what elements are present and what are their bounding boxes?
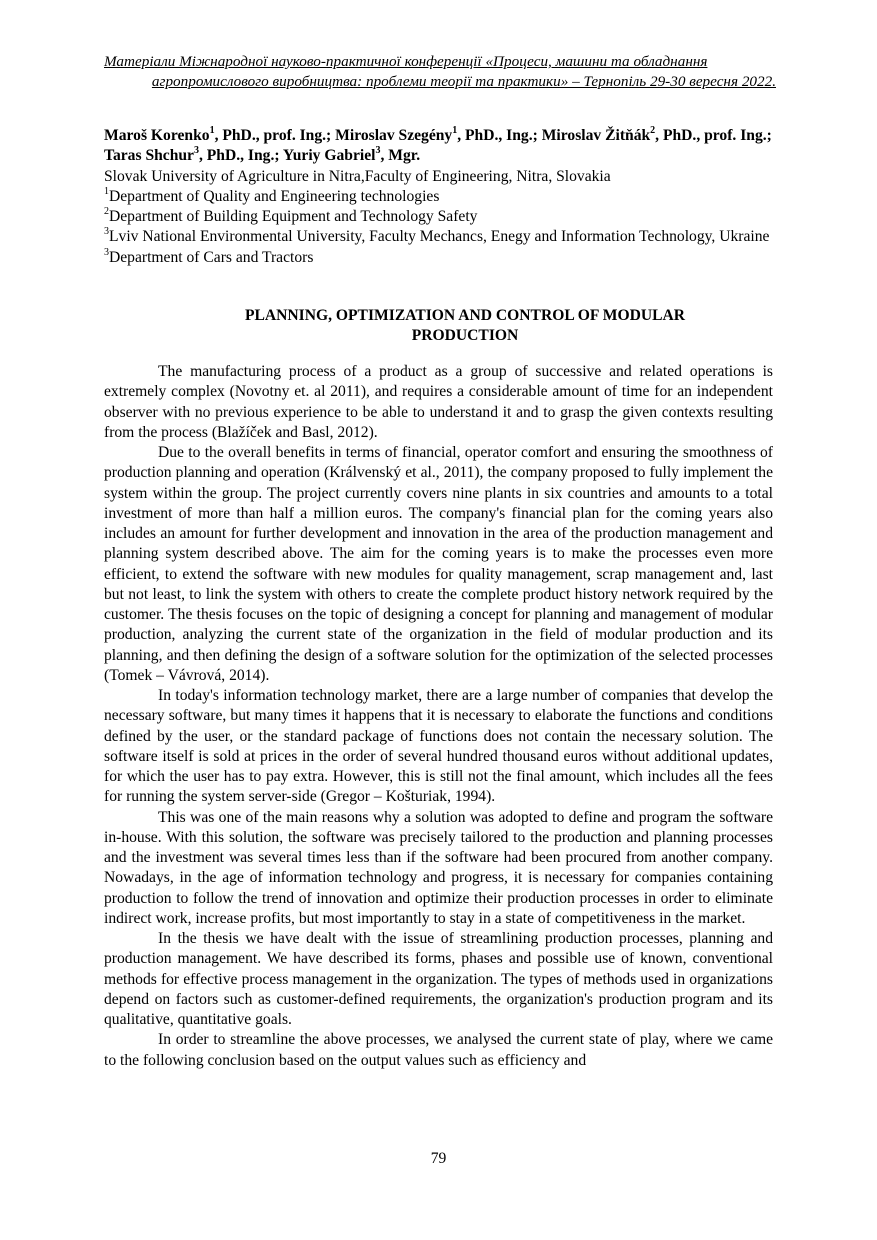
author-name: Miroslav Szegény bbox=[335, 127, 453, 144]
paper-title: PLANNING, OPTIMIZATION AND CONTROL OF MODULAR PRODUCTION bbox=[244, 307, 686, 344]
affiliation-3 bbox=[104, 227, 776, 247]
author-name: Maroš Korenko bbox=[104, 127, 210, 144]
author-degrees: , PhD., Ing.; bbox=[198, 147, 283, 165]
header-line-2: агропромислового виробництва: проблеми теорії та практики» – Тернопіль 29-30 вересня 2022. bbox=[151, 73, 776, 90]
author-degrees: , PhD., prof. Ing.; bbox=[655, 127, 772, 144]
affiliation-2 bbox=[104, 207, 776, 227]
author-affiliation-mark: 1 bbox=[452, 124, 458, 136]
author-names bbox=[104, 126, 776, 167]
header-line-1: Матеріали Міжнародної науково-практичної конференції «Процеси, машини та обладнання bbox=[104, 53, 708, 70]
author-degrees: , PhD., Ing.; bbox=[457, 127, 542, 144]
affiliation-mark: 2 bbox=[104, 206, 109, 217]
affiliation-mark: 1 bbox=[104, 185, 109, 197]
author-degrees: , PhD., prof. Ing.; bbox=[214, 127, 336, 144]
body-paragraph: In the thesis we have dealt with the issue of streamlining production processes, planning and production management. We have described its forms, phases and possible use of known, conventional methods for effective process management in the organization. The types of methods used in organizations depend on factors such as customer-defined requirements, the organization's production program and its qualitative, quantitative goals. bbox=[104, 930, 773, 1028]
author-affiliation-mark: 3 bbox=[375, 145, 381, 157]
author-name: Taras Shchur bbox=[104, 147, 194, 165]
author-degrees: , Mgr. bbox=[380, 147, 421, 165]
affiliation-text: Department of Building Equipment and Technology Safety bbox=[109, 208, 478, 226]
affiliation-1 bbox=[104, 187, 776, 207]
conference-header bbox=[104, 52, 776, 92]
affiliation-text: Department of Cars and Tractors bbox=[109, 248, 314, 266]
body-paragraph: Due to the overall benefits in terms of financial, operator comfort and ensuring the smoothness of production planning and operation (Králvenský et al., 2011), the company proposed to fully implement the system within the group. The project currently covers nine plants in six countries and amounts to a total investment of more than half a million euros. The company's financial plan for the coming years also includes an amount for further development and innovation in the area of the production management and planning system described above. The aim for the coming years is to make the processes even more efficient, to extend the software with new modules for quality management, scrap management and, last but not least, to link the system with others to create the complete product history network required by the customer. The thesis focuses on the topic of designing a concept for planning and management of modular production, analyzing the current state of the organization in the field of modular production and its planning, and then defining the design of a software solution for the optimization of the selected processes (Tomek – Vávrová, 2014). bbox=[104, 444, 773, 684]
author-name: Yuriy Gabriel bbox=[282, 147, 376, 165]
university-line: Slovak University of Agriculture in Nitra,Faculty of Engineering, Nitra, Slovakia bbox=[104, 167, 611, 185]
author-affiliation-mark: 3 bbox=[193, 145, 199, 157]
body-paragraph: The manufacturing process of a product as a group of successive and related operations is extremely complex (Novotny et. al 2011), and requires a considerable amount of time for an independent observer with no previous experience to be able to understand it and to grasp the given contexts resulting from the process (Blažíček and Basl, 2012). bbox=[104, 363, 773, 441]
author-block bbox=[104, 126, 776, 268]
author-affiliation-mark: 1 bbox=[209, 124, 215, 136]
body-paragraph: This was one of the main reasons why a solution was adopted to define and program the software in-house. With this solution, the software was precisely tailored to the production and planning processes and the investment was several times less than if the software had been procured from another company. Nowadays, in the age of information technology and progress, it is necessary for companies containing production to follow the trend of innovation and optimize their production processes in order to eliminate indirect work, increase profits, but most importantly to stay in a state of competitiveness in the market. bbox=[104, 808, 773, 927]
affiliation-text: Lviv National Environmental University, Faculty Mechancs, Enegy and Information Technology, Ukraine bbox=[109, 228, 770, 246]
page-number: 79 bbox=[430, 1150, 447, 1167]
author-name: Miroslav Žitňák bbox=[541, 127, 651, 144]
body-paragraph: In today's information technology market, there are a large number of companies that develop the necessary software, but many times it happens that it is necessary to elaborate the functions and conditions defined by the user, or the standard package of functions does not contain the necessary solution. The software itself is sold at prices in the order of several hundred thousand euros without additional updates, for which the user has to pay extra. However, this is still not the final amount, which includes all the fees for running the system server-side (Gregor – Košturiak, 1994). bbox=[104, 687, 773, 806]
author-affiliation-mark: 2 bbox=[650, 124, 656, 136]
affiliation-mark: 3 bbox=[104, 246, 109, 258]
paper-body bbox=[104, 362, 773, 1071]
affiliation-4 bbox=[104, 248, 776, 268]
affiliation-mark: 3 bbox=[104, 226, 109, 238]
body-paragraph: In order to streamline the above processes, we analysed the current state of play, where we came to the following conclusion based on the output values such as efficiency and bbox=[104, 1031, 773, 1069]
affiliation-text: Department of Quality and Engineering technologies bbox=[109, 187, 440, 205]
